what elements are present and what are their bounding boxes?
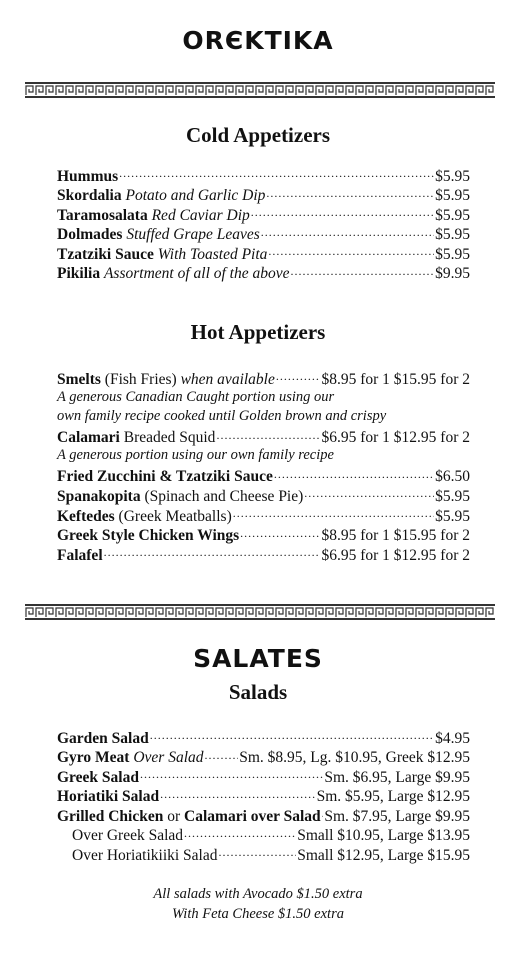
- item-plain: (Spinach and Cheese Pie): [144, 488, 304, 506]
- item-name: Greek Salad: [57, 768, 139, 786]
- item-name: Pikilia: [57, 265, 101, 283]
- item-name: Grilled Chicken: [57, 807, 164, 825]
- cold-appetizers-list: [57, 165, 470, 283]
- menu-item: [57, 786, 470, 806]
- hot-appetizers-list: [57, 368, 470, 564]
- salads-heading: Salads: [228, 680, 288, 704]
- item-price: $6.50: [435, 468, 470, 486]
- item-note: A generous portion using our own family recipe: [57, 447, 334, 464]
- salates-title: SALATES: [193, 644, 323, 673]
- item-desc: when available: [180, 370, 275, 388]
- item-price: $5.95: [435, 245, 470, 263]
- hot-appetizers-heading: Hot Appetizers: [190, 320, 326, 344]
- item-name: Over Horiatikiiki Salad: [72, 847, 218, 865]
- item-desc: Potato and Garlic Dip: [125, 187, 266, 205]
- orektika-title: ORЄKTIKA: [182, 26, 334, 55]
- menu-item: [57, 825, 470, 845]
- item-name: Tzatziki Sauce: [57, 245, 154, 263]
- item-name: Falafel: [57, 546, 103, 564]
- item-name: Taramosalata: [57, 206, 148, 224]
- menu-item: [57, 486, 470, 506]
- item-price: Sm. $6.95, Large $9.95: [324, 768, 470, 786]
- menu-item: [57, 427, 470, 447]
- menu-item: [57, 525, 470, 545]
- item-name: Garden Salad: [57, 729, 149, 747]
- item-desc: Assortment of all of the above: [103, 265, 290, 283]
- item-name: Calamari over Salad: [184, 807, 321, 825]
- menu-item: [57, 845, 470, 865]
- feta-note: With Feta Cheese $1.50 extra: [172, 906, 344, 922]
- item-price: Small $12.95, Large $15.95: [297, 847, 470, 865]
- item-desc: With Toasted Pita: [157, 245, 268, 263]
- item-desc: Red Caviar Dip: [151, 206, 250, 224]
- menu-item: [57, 263, 470, 283]
- item-note: own family recipe cooked until Golden brown and crispy: [57, 408, 387, 425]
- item-price: $6.95 for 1 $12.95 for 2: [321, 546, 470, 564]
- item-name: Dolmades: [57, 226, 123, 244]
- menu-item: [57, 505, 470, 525]
- menu-item: [57, 165, 470, 185]
- menu-item: [57, 766, 470, 786]
- item-name: Horiatiki Salad: [57, 788, 160, 806]
- item-price: Sm. $8.95, Lg. $10.95, Greek $12.95: [239, 749, 470, 767]
- item-price: Sm. $5.95, Large $12.95: [316, 788, 470, 806]
- menu-item: [57, 544, 470, 564]
- item-price: $5.95: [435, 187, 470, 205]
- item-plain: (Fish Fries): [104, 370, 177, 388]
- item-name: Gyro Meat: [57, 749, 130, 767]
- item-name: Greek Style Chicken Wings: [57, 527, 240, 545]
- item-price: Sm. $7.95, Large $9.95: [324, 807, 470, 825]
- menu-item: [57, 747, 470, 767]
- item-name: Hummus: [57, 167, 119, 185]
- item-price: Small $10.95, Large $13.95: [297, 827, 470, 845]
- greek-key-border-middle: [25, 604, 495, 620]
- item-price: $6.95 for 1 $12.95 for 2: [321, 429, 470, 447]
- item-name: Over Greek Salad: [72, 827, 184, 845]
- salads-footer: [0, 884, 516, 924]
- menu-item: [57, 185, 470, 205]
- item-name: Fried Zucchini & Tzatziki Sauce: [57, 468, 273, 486]
- item-price: $5.95: [435, 507, 470, 525]
- greek-key-border-top: [25, 82, 495, 98]
- menu-item: [57, 805, 470, 825]
- item-price: $8.95 for 1 $15.95 for 2: [321, 370, 470, 388]
- item-price: $5.95: [435, 226, 470, 244]
- item-plain: Breaded Squid: [123, 429, 216, 447]
- menu-item: [57, 466, 470, 486]
- menu-item: [57, 204, 470, 224]
- salads-list: [57, 727, 470, 864]
- item-name: Calamari: [57, 429, 120, 447]
- item-price: $4.95: [435, 729, 470, 747]
- item-desc: Stuffed Grape Leaves: [126, 226, 260, 244]
- menu-item: [57, 224, 470, 244]
- menu-item: [57, 727, 470, 747]
- item-name: Spanakopita: [57, 488, 141, 506]
- item-price: $5.95: [435, 206, 470, 224]
- item-desc: Over Salad: [133, 749, 204, 767]
- item-plain: (Greek Meatballs): [118, 507, 232, 525]
- item-name: Skordalia: [57, 187, 122, 205]
- item-price: $8.95 for 1 $15.95 for 2: [321, 527, 470, 545]
- menu-item: [57, 368, 470, 388]
- cold-appetizers-heading: Cold Appetizers: [185, 123, 331, 147]
- menu-item: [57, 243, 470, 263]
- item-price: $5.95: [435, 167, 470, 185]
- item-name: Smelts: [57, 370, 101, 388]
- item-name: Keftedes: [57, 507, 115, 525]
- avocado-note: All salads with Avocado $1.50 extra: [153, 886, 363, 902]
- item-price: $5.95: [435, 488, 470, 506]
- item-price: $9.95: [435, 265, 470, 283]
- item-note: A generous Canadian Caught portion using our: [57, 388, 335, 405]
- item-connector: or: [167, 807, 181, 825]
